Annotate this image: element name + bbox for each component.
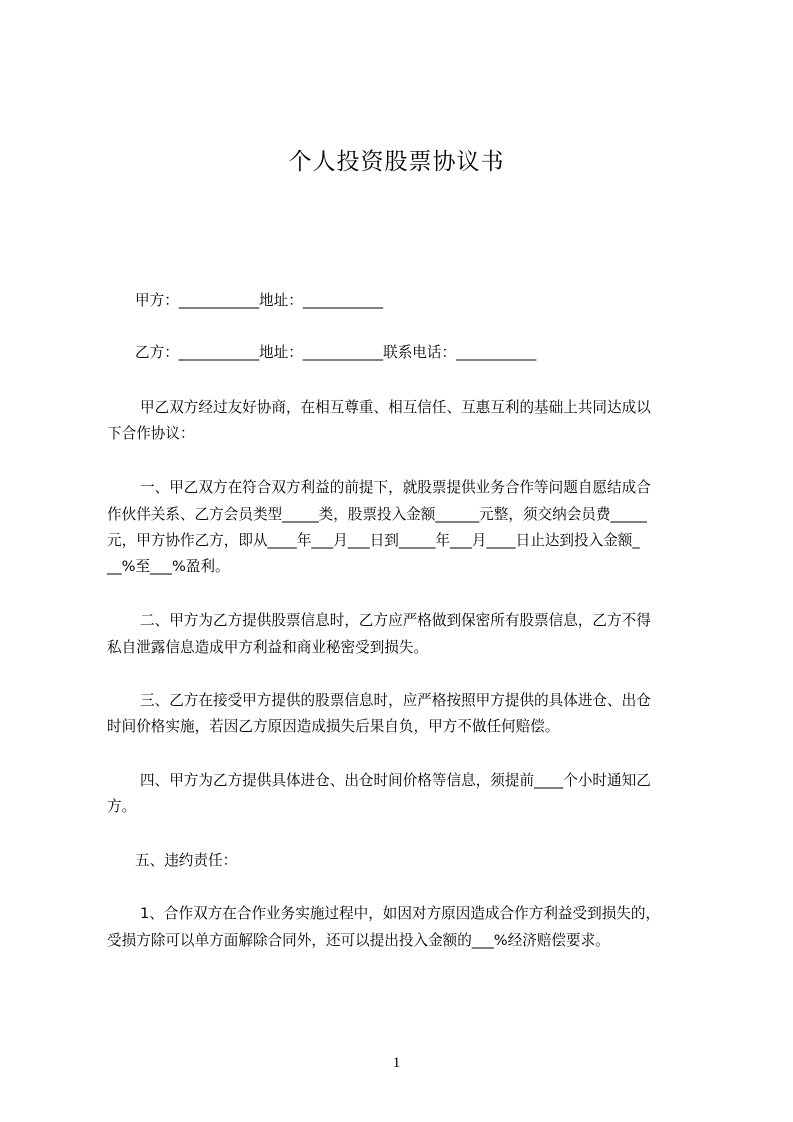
clause-5-1-line-1: 1、合作双方在合作业务实施过程中，如因对方原因造成合作方利益受到损失的， [140, 905, 661, 922]
document-title: 个人投资股票协议书 [288, 149, 505, 175]
party-a-line: 甲方：___________地址：___________ [135, 292, 384, 309]
clause-4-line-2: 方。 [107, 798, 137, 815]
clause-5-heading: 五、违约责任： [135, 852, 238, 869]
party-b-line: 乙方：___________地址：___________联系电话：___________ [135, 344, 537, 361]
clause-2-line-2: 私自泄露信息造成甲方利益和商业秘密受到损失。 [107, 639, 429, 656]
clause-4-line-1: 四、甲方为乙方提供具体进仓、出仓时间价格等信息，须提前____个小时通知乙 [140, 772, 651, 789]
clause-1-line-1: 一、甲乙双方在符合双方利益的前提下，就股票提供业务合作等问题自愿结成合 [140, 479, 651, 496]
intro-line-1: 甲乙双方经过友好协商，在相互尊重、相互信任、互惠互利的基础上共同达成以 [140, 399, 651, 416]
clause-1-line-3: 元，甲方协作乙方，即从____年___月___日到_____年___月____日止达到投入金额_ [107, 532, 640, 549]
clause-3-line-2: 时间价格实施，若因乙方原因造成损失后果自负，甲方不做任何赔偿。 [107, 718, 560, 735]
clause-3-line-1: 三、乙方在接受甲方提供的股票信息时，应严格按照甲方提供的具体进仓、出仓 [140, 692, 651, 709]
clause-5-1-line-2: 受损方除可以单方面解除合同外，还可以提出投入金额的___%经济赔偿要求。 [107, 932, 610, 949]
clause-1-line-2: 作伙伴关系、乙方会员类型_____类，股票投入金额______元整，须交纳会员费_____ [107, 506, 647, 523]
intro-line-2: 下合作协议： [107, 425, 195, 442]
clause-1-line-4: __%至___%盈利。 [107, 558, 230, 575]
clause-2-line-1: 二、甲方为乙方提供股票信息时，乙方应严格做到保密所有股票信息，乙方不得 [140, 612, 651, 629]
page-number: 1 [392, 1055, 401, 1071]
